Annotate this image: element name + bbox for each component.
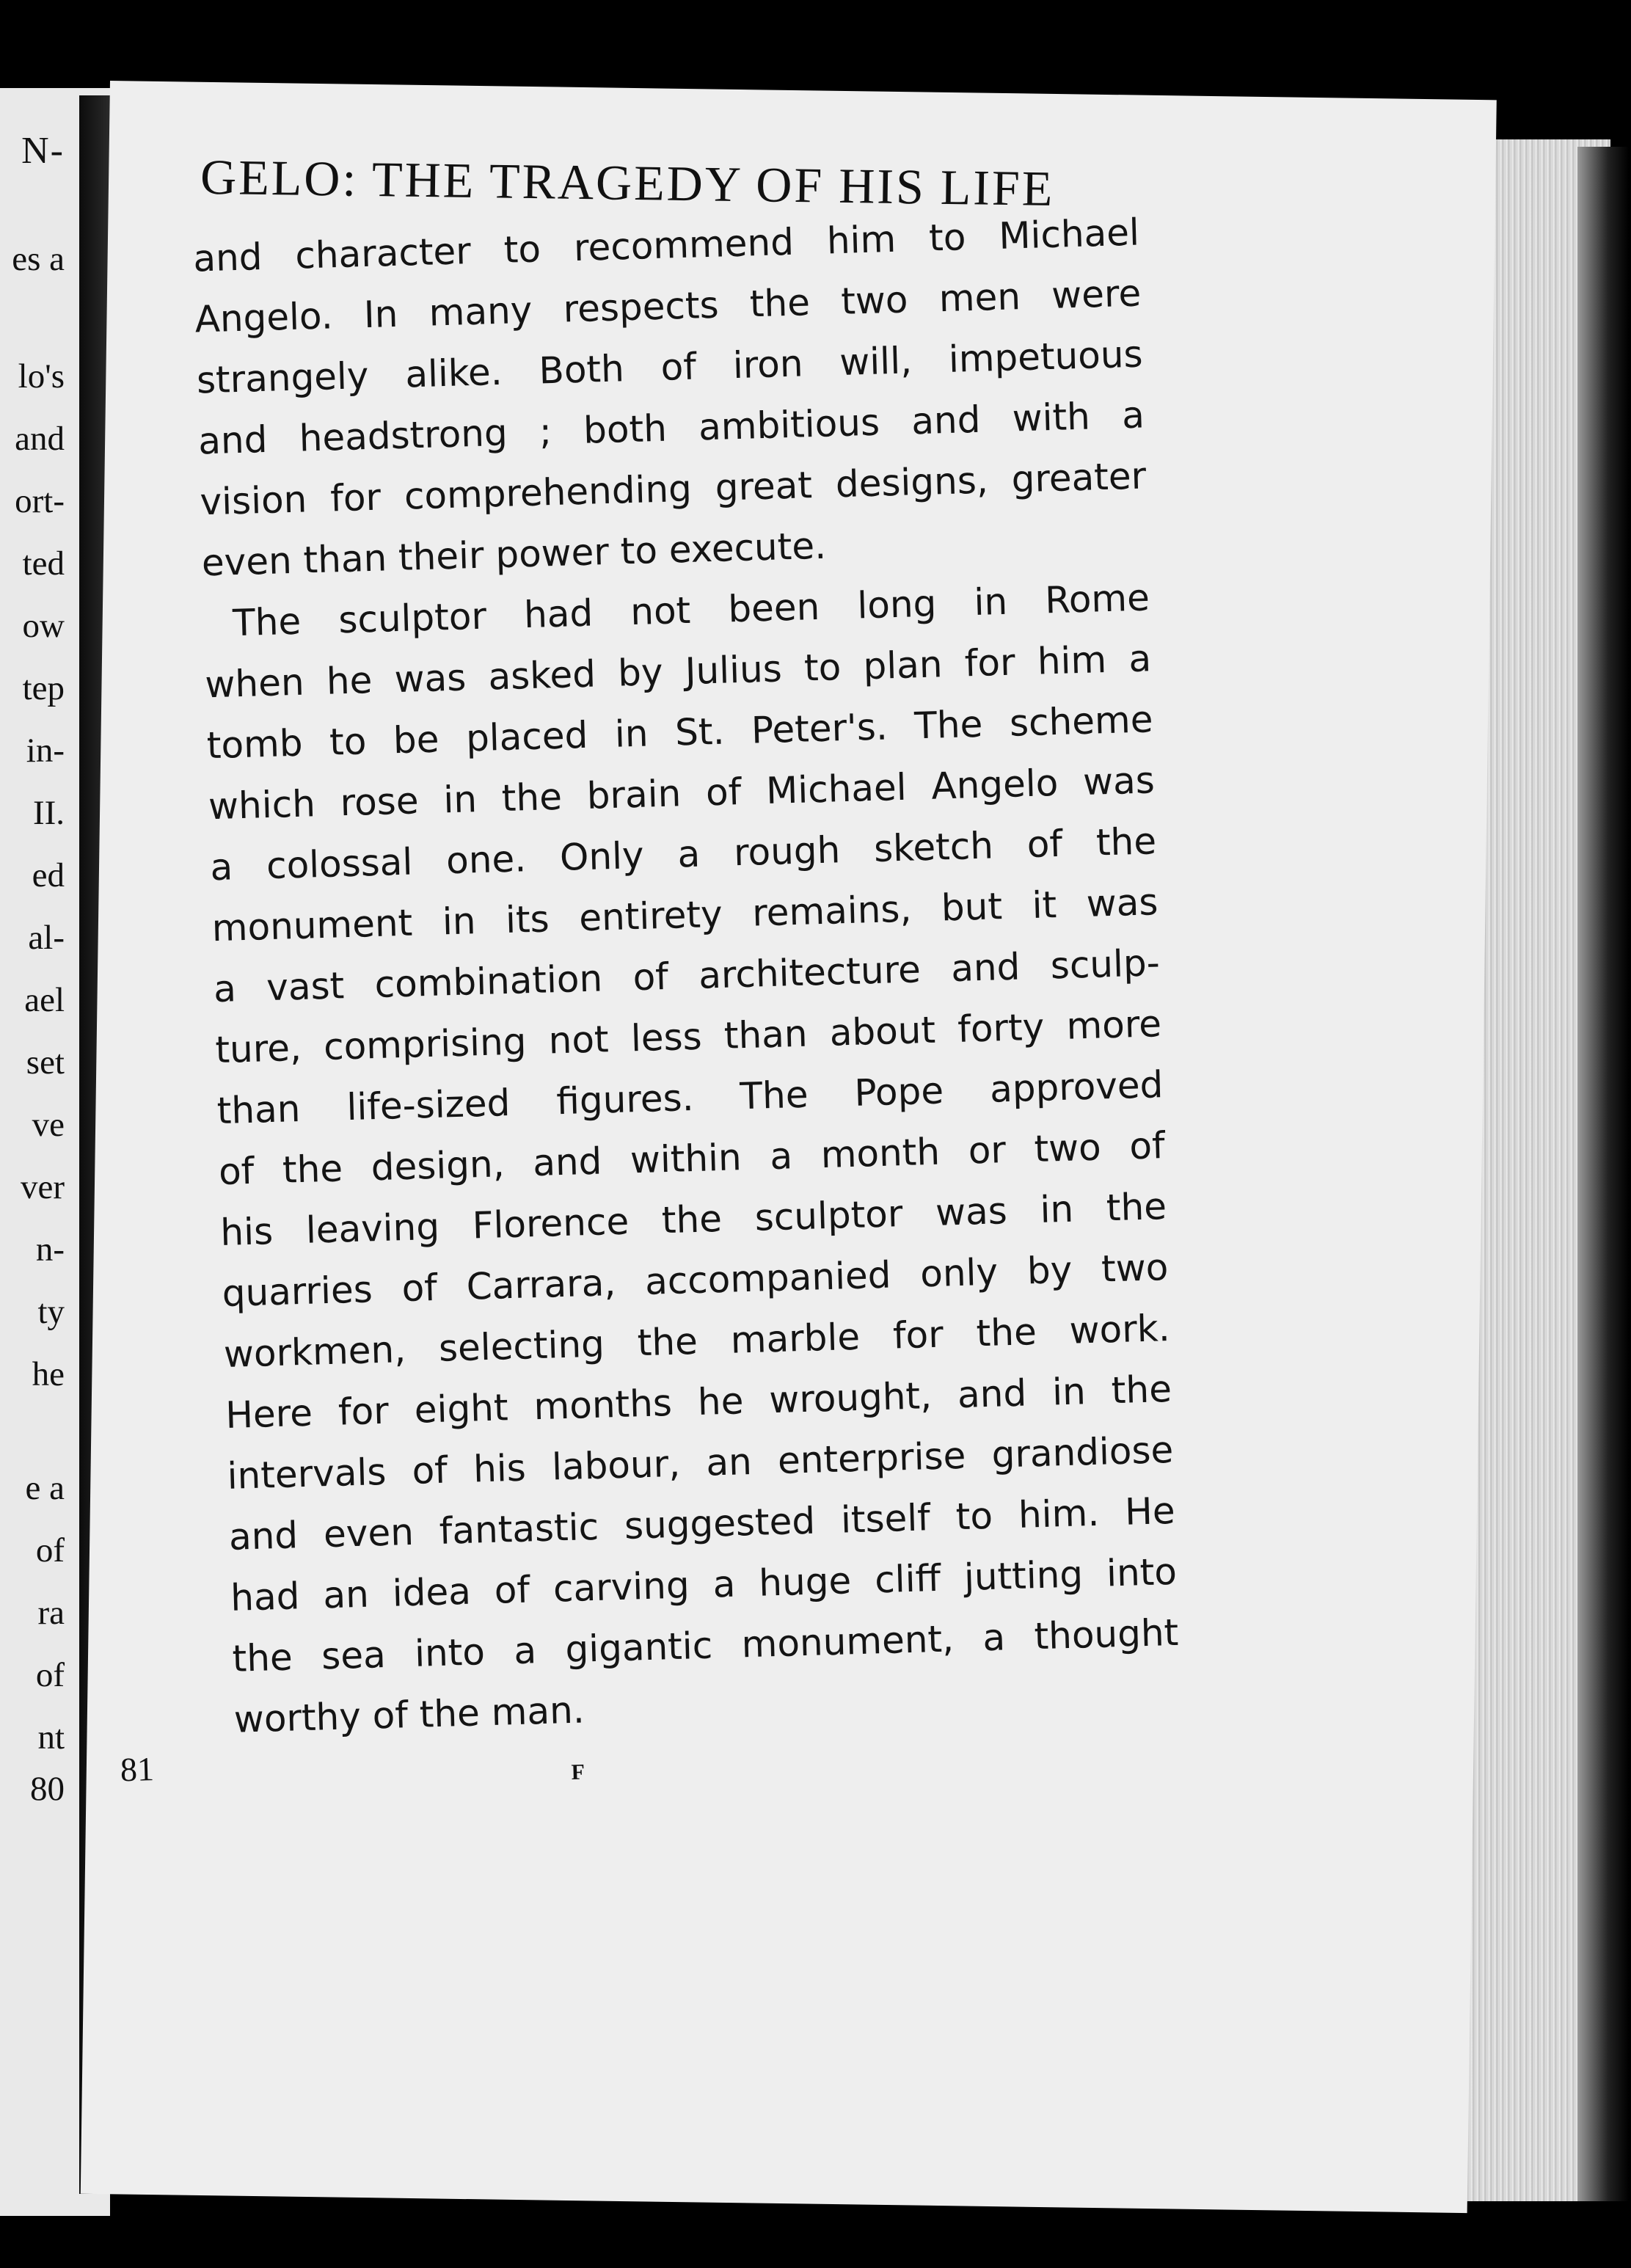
text-line: than life-sized figures. The Pope approved — [216, 1063, 1164, 1133]
text-line: and headstrong ; both ambitious and with a — [197, 393, 1145, 463]
text-line: his leaving Florence the sculptor was in the — [219, 1185, 1167, 1255]
left-text-fragment: nt — [37, 1718, 65, 1757]
page-edge-shadow — [1577, 147, 1629, 2201]
left-text-fragment: ver — [20, 1168, 65, 1206]
left-text-fragment: al- — [28, 919, 65, 957]
right-page — [81, 81, 1497, 2213]
body-text — [192, 203, 1181, 1751]
paragraph-1 — [192, 203, 1148, 594]
left-text-fragment: II. — [32, 794, 65, 832]
text-line: workmen, selecting the marble for the work. — [223, 1306, 1171, 1376]
paragraph-2 — [202, 567, 1181, 1750]
left-text-fragment: he — [32, 1355, 65, 1393]
left-text-fragment: and — [15, 420, 65, 458]
left-text-fragment: ael — [24, 981, 65, 1019]
left-text-fragment: ort- — [15, 482, 65, 520]
left-text-fragment: ra — [37, 1594, 65, 1632]
signature-mark: F — [571, 1760, 585, 1784]
text-line: strangely alike. Both of iron will, impetuous — [196, 332, 1144, 402]
left-text-fragment: es a — [12, 240, 65, 278]
text-line: had an idea of carving a huge cliff jutting into — [230, 1550, 1178, 1619]
text-line: the sea into a gigantic monument, a thought — [231, 1611, 1179, 1680]
text-line: of the design, and within a month or two of — [218, 1124, 1166, 1194]
text-line: and character to recommend him to Michael — [192, 211, 1140, 280]
left-text-fragment: of — [35, 1531, 65, 1569]
text-line: worthy of the man. — [233, 1688, 585, 1741]
text-line: and even fantastic suggested itself to him. He — [228, 1489, 1176, 1558]
text-line: intervals of his labour, an enterprise grandiose — [226, 1428, 1174, 1498]
text-line: a colossal one. Only a rough sketch of the — [209, 820, 1157, 889]
page-number: 81 — [120, 1750, 155, 1789]
left-text-fragment: ve — [32, 1106, 65, 1144]
left-text-fragment: tep — [22, 669, 65, 707]
left-page-number: 80 — [30, 1770, 65, 1808]
text-line: a vast combination of architecture and sculp- — [213, 941, 1161, 1011]
text-line: even than their power to execute. — [201, 524, 827, 585]
left-text-fragment: ty — [37, 1293, 65, 1331]
left-text-fragment: ow — [22, 607, 65, 645]
text-line: when he was asked by Julius to plan for him a — [204, 637, 1152, 707]
text-line: vision for comprehending great designs, greater — [199, 454, 1147, 524]
text-line: tomb to be placed in St. Peter's. The scheme — [206, 698, 1154, 767]
text-line: The sculptor had not been long in Rome — [232, 576, 1150, 645]
text-line: Here for eight months he wrought, and in the — [225, 1367, 1172, 1437]
left-text-fragment: in- — [26, 732, 65, 770]
text-line: quarries of Carrara, accompanied only by two — [221, 1246, 1170, 1316]
left-text-fragment: ed — [32, 856, 65, 894]
running-head: GELO: THE TRAGEDY OF HIS LIFE — [200, 148, 1055, 216]
left-text-fragment: of — [35, 1656, 65, 1694]
text-line: ture, comprising not less than about forty more — [214, 1002, 1162, 1072]
left-text-fragment: N- — [21, 130, 65, 172]
left-text-fragment: ted — [22, 544, 65, 583]
left-text-fragment: n- — [35, 1230, 65, 1269]
text-line: Angelo. In many respects the two men were — [194, 271, 1142, 341]
left-text-fragment: lo's — [18, 357, 65, 395]
text-line: monument in its entirety remains, but it was — [211, 880, 1159, 950]
left-text-fragment: e a — [25, 1469, 65, 1507]
left-text-fragment: set — [26, 1043, 65, 1082]
text-line: which rose in the brain of Michael Angelo was — [208, 759, 1156, 828]
